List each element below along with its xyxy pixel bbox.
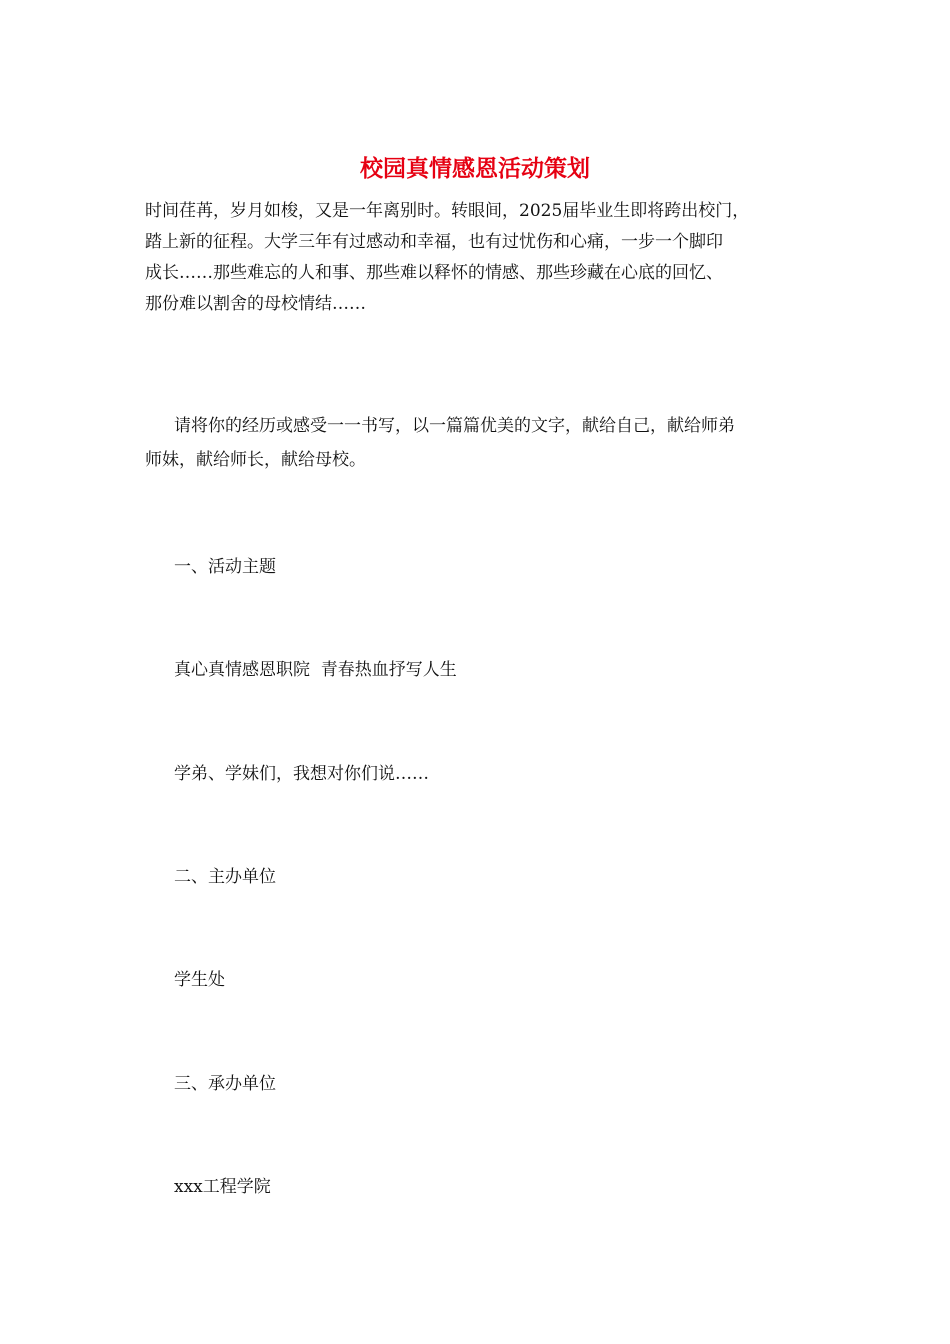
intro-line: 成长……那些难忘的人和事、那些难以释怀的情感、那些珍藏在心底的回忆、 xyxy=(145,263,723,283)
invitation-line: 师妹，献给师长，献给母校。 xyxy=(145,450,366,470)
invitation-line: 请将你的经历或感受一一书写，以一篇篇优美的文字，献给自己，献给师弟 xyxy=(174,416,735,436)
theme-line: 真心真情感恩职院 青春热血抒写人生 xyxy=(174,660,457,680)
intro-line: 时间荏苒，岁月如梭，又是一年离别时。转眼间，2025届毕业生即将跨出校门， xyxy=(145,201,750,221)
host-value: 学生处 xyxy=(174,970,225,990)
organizer-value: xxx工程学院 xyxy=(174,1177,271,1197)
document-title: 校园真情感恩活动策划 xyxy=(360,155,590,182)
host-heading: 二、主办单位 xyxy=(174,867,276,887)
intro-paragraph xyxy=(145,196,810,320)
theme-heading: 一、活动主题 xyxy=(174,557,276,577)
theme-line: 学弟、学妹们，我想对你们说…… xyxy=(174,764,429,784)
organizer-heading: 三、承办单位 xyxy=(174,1074,276,1094)
invitation-paragraph xyxy=(145,409,810,477)
intro-line: 那份难以割舍的母校情结…… xyxy=(145,294,366,314)
intro-line: 踏上新的征程。大学三年有过感动和幸福，也有过忧伤和心痛，一步一个脚印 xyxy=(145,232,723,252)
